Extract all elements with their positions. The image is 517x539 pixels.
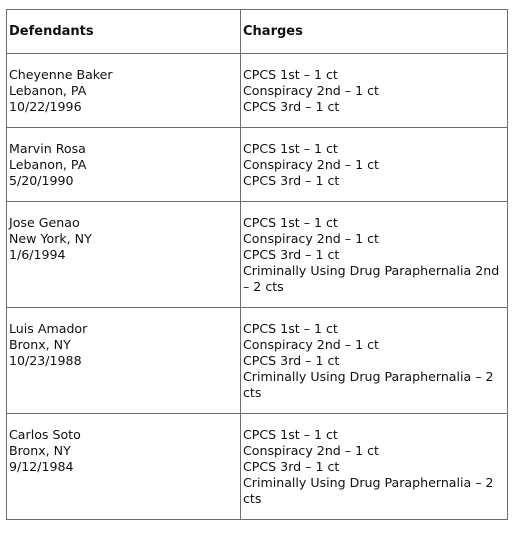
defendant-location: New York, NY (9, 231, 92, 246)
charge-item: CPCS 3rd – 1 ct (243, 459, 340, 474)
charge-item: Conspiracy 2nd – 1 ct (243, 157, 379, 172)
defendant-dob: 10/22/1996 (9, 99, 82, 114)
charge-item: CPCS 3rd – 1 ct (243, 99, 340, 114)
charges-cell (241, 308, 508, 414)
defendant-name: Jose Genao (9, 215, 80, 230)
defendant-name: Luis Amador (9, 321, 88, 336)
charges-column-header: Charges (241, 10, 508, 54)
charge-item: CPCS 3rd – 1 ct (243, 173, 340, 188)
charge-item: CPCS 1st – 1 ct (243, 427, 338, 442)
defendant-cell (7, 128, 241, 202)
table-header-row (7, 10, 508, 54)
defendants-charges-table (6, 9, 508, 520)
charge-item: CPCS 1st – 1 ct (243, 67, 338, 82)
defendant-name: Marvin Rosa (9, 141, 86, 156)
charges-cell (241, 202, 508, 308)
defendant-location: Lebanon, PA (9, 83, 87, 98)
charge-item: Conspiracy 2nd – 1 ct (243, 443, 379, 458)
charges-cell (241, 414, 508, 520)
charges-cell (241, 128, 508, 202)
charge-item: Conspiracy 2nd – 1 ct (243, 231, 379, 246)
charge-item: Criminally Using Drug Paraphernalia – 2 cts (243, 475, 494, 506)
defendant-cell (7, 54, 241, 128)
defendant-dob: 9/12/1984 (9, 459, 74, 474)
defendants-table-container (6, 9, 507, 520)
table-row (7, 128, 508, 202)
charge-item: Conspiracy 2nd – 1 ct (243, 337, 379, 352)
defendant-name: Cheyenne Baker (9, 67, 113, 82)
charge-item: Criminally Using Drug Paraphernalia 2nd – 2 cts (243, 263, 500, 294)
defendant-location: Lebanon, PA (9, 157, 87, 172)
table-row (7, 308, 508, 414)
charge-item: CPCS 3rd – 1 ct (243, 247, 340, 262)
defendant-name: Carlos Soto (9, 427, 81, 442)
charge-item: CPCS 1st – 1 ct (243, 141, 338, 156)
defendant-cell (7, 414, 241, 520)
defendant-location: Bronx, NY (9, 443, 71, 458)
charge-item: Criminally Using Drug Paraphernalia – 2 cts (243, 369, 494, 400)
defendant-dob: 1/6/1994 (9, 247, 66, 262)
defendant-dob: 10/23/1988 (9, 353, 82, 368)
defendants-column-header: Defendants (7, 10, 241, 54)
charge-item: CPCS 3rd – 1 ct (243, 353, 340, 368)
table-row (7, 414, 508, 520)
charges-cell (241, 54, 508, 128)
charge-item: CPCS 1st – 1 ct (243, 215, 338, 230)
defendant-cell (7, 202, 241, 308)
defendant-cell (7, 308, 241, 414)
charge-item: CPCS 1st – 1 ct (243, 321, 338, 336)
defendant-location: Bronx, NY (9, 337, 71, 352)
charge-item: Conspiracy 2nd – 1 ct (243, 83, 379, 98)
defendant-dob: 5/20/1990 (9, 173, 74, 188)
table-row (7, 202, 508, 308)
table-row (7, 54, 508, 128)
